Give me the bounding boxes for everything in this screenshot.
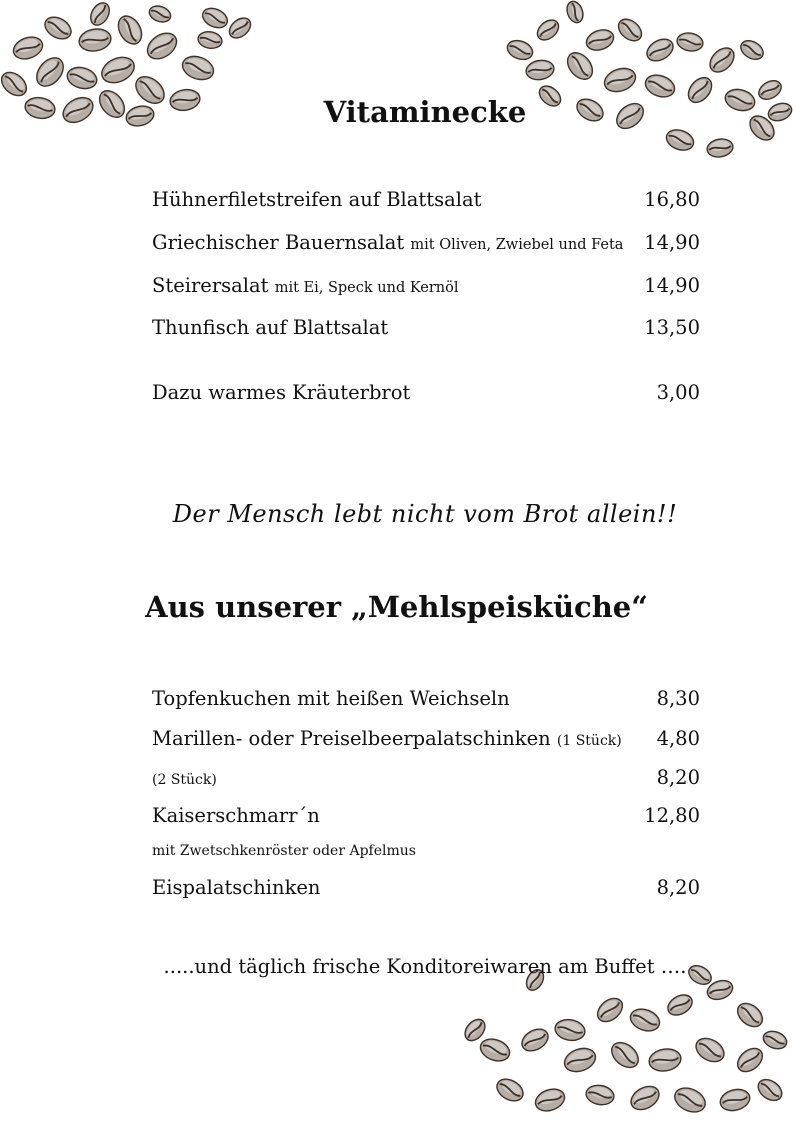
menu-item — [152, 766, 700, 789]
item-name: Eispalatschinken — [152, 876, 321, 899]
coffee-bean-icon — [197, 30, 223, 50]
coffee-bean-icon — [77, 27, 112, 54]
coffee-bean-icon — [532, 1085, 567, 1114]
coffee-bean-icon — [733, 1044, 767, 1077]
coffee-bean-icon — [41, 13, 75, 43]
coffee-bean-icon — [518, 1025, 552, 1055]
item-price: 8,30 — [656, 687, 700, 710]
menu-item — [152, 804, 700, 827]
coffee-bean-icon — [664, 126, 697, 153]
coffee-bean-icon — [593, 994, 627, 1027]
item-price: 4,80 — [656, 727, 700, 750]
coffee-bean-icon — [561, 1044, 599, 1075]
item-price: 14,90 — [644, 231, 700, 254]
item-price: 16,80 — [644, 188, 700, 211]
coffee-bean-icon — [718, 1086, 752, 1113]
item-price: 8,20 — [656, 876, 700, 899]
item-name: Kaiserschmarr´n — [152, 804, 320, 827]
coffee-bean-icon — [706, 137, 735, 159]
coffee-bean-icon — [553, 1017, 586, 1042]
coffee-bean-icon — [505, 37, 535, 63]
menu-item — [152, 727, 700, 750]
coffee-bean-icon — [114, 12, 147, 48]
coffee-bean-icon — [525, 58, 556, 82]
item-price: 3,00 — [656, 381, 700, 404]
menu-item — [152, 687, 700, 710]
coffee-bean-icon — [733, 999, 767, 1032]
coffee-bean-icon — [627, 1082, 663, 1115]
item-description: mit Ei, Speck und Kernöl — [274, 280, 459, 296]
menu-item — [152, 231, 700, 254]
item-description: (1 Stück) — [556, 733, 622, 749]
menu-item — [152, 274, 700, 297]
coffee-bean-icon — [31, 53, 68, 92]
coffee-bean-icon — [563, 48, 598, 84]
coffee-bean-icon — [564, 0, 586, 25]
coffee-bean-icon — [199, 4, 230, 31]
coffee-beans-icon — [450, 960, 793, 1122]
item-price: 13,50 — [644, 316, 700, 339]
coffee-bean-icon — [87, 0, 113, 28]
coffee-bean-icon — [761, 1028, 789, 1052]
coffee-beans-icon — [450, 960, 793, 1122]
coffee-bean-icon — [627, 1005, 662, 1034]
coffee-bean-icon — [477, 1035, 512, 1064]
coffee-bean-icon — [493, 1075, 527, 1105]
item-price: 12,80 — [644, 804, 700, 827]
item-name: Dazu warmes Kräuterbrot — [152, 381, 411, 404]
coffee-bean-icon — [705, 43, 738, 76]
coffee-bean-icon — [585, 1083, 616, 1107]
coffee-bean-icon — [754, 1075, 785, 1104]
menu-item — [152, 876, 700, 899]
section-title-desserts: Aus unserer „Mehlspeisküche“ — [145, 590, 648, 624]
item-name: Steirersalat — [152, 274, 269, 297]
coffee-bean-icon — [65, 64, 99, 91]
coffee-beans-icon — [490, 0, 793, 165]
coffee-bean-icon — [643, 35, 677, 65]
item-description: (2 Stück) — [152, 772, 217, 788]
coffee-bean-icon — [143, 28, 182, 64]
item-name: Topfenkuchen mit heißen Weichseln — [152, 687, 510, 710]
coffee-beans-icon — [490, 0, 793, 165]
menu-item — [152, 381, 700, 404]
coffee-bean-icon — [10, 33, 45, 62]
coffee-bean-icon — [179, 52, 217, 83]
coffee-bean-icon — [607, 1038, 643, 1073]
quote: Der Mensch lebt nicht vom Brot allein!! — [172, 500, 678, 528]
menu-item — [152, 316, 700, 339]
item-price: 8,20 — [656, 766, 700, 789]
menu-item — [152, 188, 700, 211]
coffee-bean-icon — [601, 64, 639, 95]
footer-text: .....und täglich frische Konditoreiwaren am Buffet …. — [163, 955, 687, 978]
coffee-bean-icon — [226, 14, 255, 42]
coffee-bean-icon — [647, 1047, 682, 1074]
coffee-bean-icon — [147, 3, 173, 25]
coffee-bean-icon — [584, 26, 617, 53]
coffee-bean-icon — [738, 37, 767, 63]
coffee-bean-icon — [98, 52, 139, 87]
coffee-bean-icon — [692, 1034, 728, 1067]
item-name: Marillen- oder Preiselbeerpalatschinken — [152, 727, 551, 750]
coffee-bean-icon — [676, 31, 705, 53]
item-name: Griechischer Bauernsalat — [152, 231, 405, 254]
item-name: Thunfisch auf Blattsalat — [152, 316, 389, 339]
section-title-salads: Vitaminecke — [323, 95, 527, 129]
coffee-bean-icon — [664, 991, 695, 1019]
coffee-bean-icon — [534, 16, 563, 44]
item-price: 14,90 — [644, 274, 700, 297]
coffee-bean-icon — [671, 1083, 709, 1116]
item-note: mit Zwetschkenröster oder Apfelmus — [152, 843, 416, 859]
item-description: mit Oliven, Zwiebel und Feta — [410, 237, 624, 253]
item-name: Hühnerfiletstreifen auf Blattsalat — [152, 188, 482, 211]
coffee-bean-icon — [614, 15, 645, 45]
